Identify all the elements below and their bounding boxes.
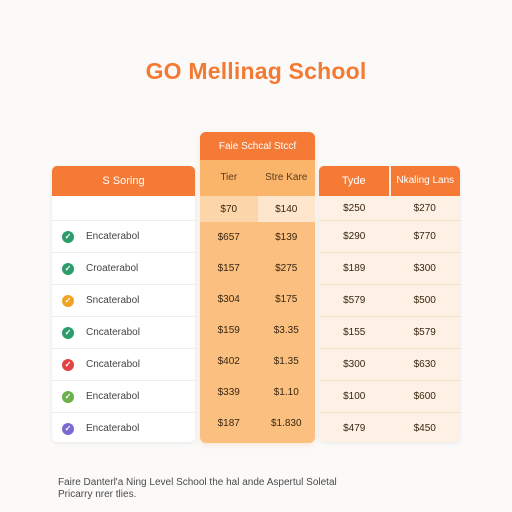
price-cell: $3.35 [273, 325, 299, 336]
feature-label: Sncaterabol [86, 295, 140, 306]
feature-column-spacer [52, 196, 195, 221]
standard-plan-column [319, 166, 460, 442]
price-cell: $187 [217, 418, 240, 429]
footnote-line: Faire Danterl'a Ning Level School the hal ande Aspertul Soletal [58, 477, 337, 488]
price-cell: $500 [413, 295, 436, 306]
feature-row [52, 221, 195, 253]
price-row [200, 377, 315, 408]
price-cell: $157 [217, 263, 240, 274]
price-cell: $1.10 [273, 387, 299, 398]
price-cell: $140 [275, 203, 298, 215]
price-cell: $250 [343, 202, 366, 214]
tier-header: Tier [220, 172, 238, 183]
check-icon: ✓ [62, 327, 74, 339]
feature-label: Encaterabol [86, 231, 140, 242]
price-row [319, 317, 460, 349]
price-cell: $304 [217, 294, 240, 305]
price-cell: $175 [275, 294, 298, 305]
price-cell: $300 [413, 263, 436, 274]
price-cell: $275 [275, 263, 298, 274]
feature-label: Encaterabol [86, 391, 140, 402]
highlighted-plan-title: Faie Schcal Stccf [200, 132, 315, 160]
price-cell: $270 [413, 202, 436, 214]
tyde-header: Tyde [319, 166, 391, 196]
footnote [58, 477, 458, 501]
page-title: GO Mellinag School [145, 58, 367, 84]
highlighted-plan-column [200, 132, 315, 443]
price-row [200, 196, 315, 222]
price-row [200, 346, 315, 377]
feature-label: Encaterabol [86, 423, 140, 434]
feature-row [52, 253, 195, 285]
price-cell: $579 [413, 327, 436, 338]
feature-row [52, 285, 195, 317]
price-cell: $600 [413, 391, 436, 402]
price-cell: $579 [343, 295, 366, 306]
check-icon: ✓ [62, 359, 74, 371]
check-icon: ✓ [62, 263, 74, 275]
check-icon: ✓ [62, 231, 74, 243]
price-row [200, 222, 315, 253]
price-cell: $189 [343, 263, 366, 274]
price-cell: $630 [413, 359, 436, 370]
price-cell: $339 [217, 387, 240, 398]
check-icon: ✓ [62, 295, 74, 307]
price-cell: $100 [343, 391, 366, 402]
price-row [200, 315, 315, 346]
price-row [200, 253, 315, 284]
feature-label: Cncaterabol [86, 327, 140, 338]
feature-row [52, 413, 195, 442]
check-icon: ✓ [62, 391, 74, 403]
price-cell: $450 [413, 423, 436, 434]
feature-column [52, 166, 195, 442]
price-row [319, 196, 460, 221]
price-cell: $159 [217, 325, 240, 336]
feature-column-header: S Soring [52, 166, 195, 196]
footnote-line: Pricarry nrer tlies. [58, 489, 137, 500]
price-cell: $402 [217, 356, 240, 367]
feature-row [52, 349, 195, 381]
standard-plan-header [319, 166, 460, 196]
price-cell: $479 [343, 423, 366, 434]
feature-row [52, 381, 195, 413]
price-row [319, 253, 460, 285]
price-cell: $290 [343, 231, 366, 242]
price-cell: $70 [200, 196, 258, 222]
price-row [319, 413, 460, 442]
price-row [319, 221, 460, 253]
feature-row [52, 317, 195, 349]
price-row [200, 408, 315, 439]
highlighted-plan-subheader [200, 160, 315, 196]
price-row [319, 381, 460, 413]
feature-label: Croaterabol [86, 263, 139, 274]
price-cell: $1.35 [273, 356, 299, 367]
price-row [319, 349, 460, 381]
check-icon: ✓ [62, 423, 74, 435]
price-row [319, 285, 460, 317]
price-cell: $770 [413, 231, 436, 242]
nkaling-lans-header: Nkaling Lans [396, 175, 455, 186]
price-cell: $155 [343, 327, 366, 338]
price-cell: $657 [217, 232, 240, 243]
stre-kare-header: Stre Kare [265, 172, 308, 183]
price-row [200, 284, 315, 315]
price-cell: $1.830 [270, 418, 302, 429]
feature-label: Cncaterabol [86, 359, 140, 370]
price-cell: $300 [343, 359, 366, 370]
price-cell: $139 [275, 232, 298, 243]
